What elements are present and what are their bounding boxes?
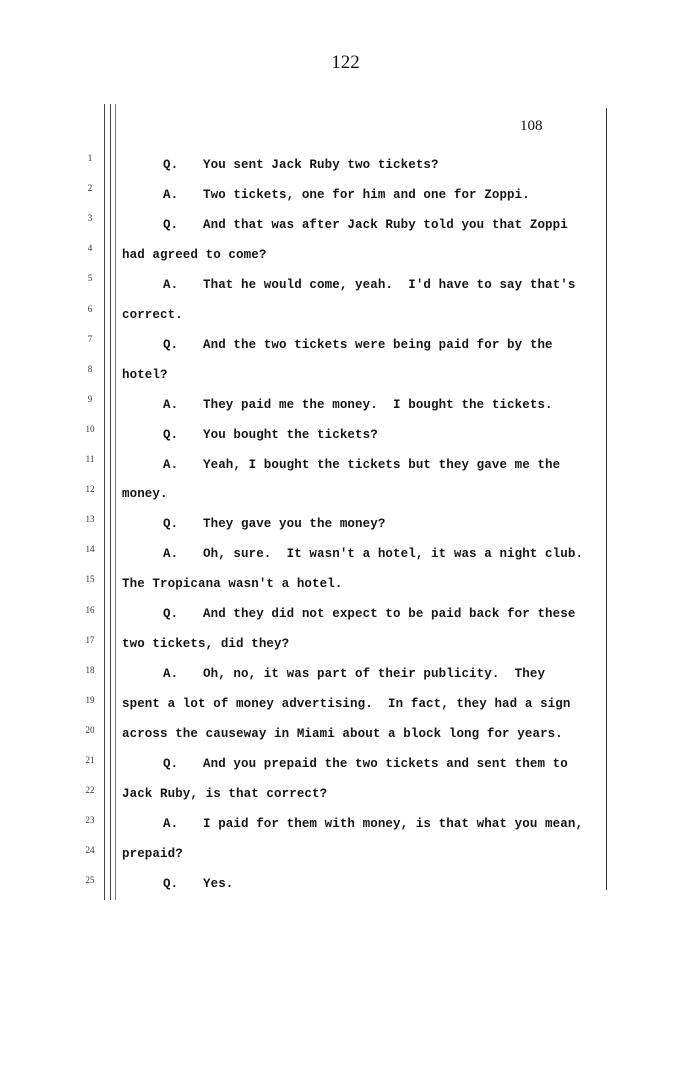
line-number: 6 (87, 303, 93, 314)
line-number: 17 (85, 634, 95, 645)
line-number: 1 (87, 153, 93, 163)
line-text: Yeah, I bought the tickets but they gave me the (203, 457, 561, 472)
line-text: had agreed to come? (122, 247, 267, 262)
line-number: 8 (87, 363, 93, 374)
line-text: I paid for them with money, is that what you mean, (203, 816, 584, 831)
speaker-label: A. (163, 457, 179, 472)
line-number: 4 (87, 243, 93, 254)
speaker-label: A. (163, 277, 179, 292)
speaker-label: A. (163, 816, 179, 831)
line-number: 25 (85, 875, 95, 886)
speaker-label: Q. (163, 757, 179, 771)
line-number: 15 (85, 574, 95, 585)
line-text: And that was after Jack Ruby told you that Zoppi (203, 217, 568, 232)
transcript-line (122, 158, 439, 172)
transcript-line (122, 667, 545, 681)
transcript-line (122, 248, 266, 262)
line-text: hotel? (122, 367, 168, 382)
transcript-line (122, 458, 560, 472)
transcript-line (122, 697, 570, 711)
line-text: Yes. (203, 876, 234, 891)
speaker-label: A. (163, 397, 179, 412)
line-number: 13 (85, 514, 95, 525)
transcript-line (122, 338, 553, 352)
transcript-line (122, 547, 583, 561)
line-text: You sent Jack Ruby two tickets? (203, 158, 439, 172)
speaker-label: Q. (163, 158, 179, 172)
line-number: 7 (87, 333, 93, 344)
line-text: The Tropicana wasn't a hotel. (122, 577, 343, 592)
transcript-line (122, 308, 183, 322)
speaker-label: Q. (163, 876, 179, 891)
line-text: Two tickets, one for him and one for Zoppi. (203, 187, 530, 202)
line-number: 21 (85, 755, 95, 765)
line-number: 11 (85, 454, 95, 464)
line-number: 18 (85, 664, 95, 675)
line-text: You bought the tickets? (203, 427, 378, 442)
line-text: Oh, no, it was part of their publicity. They (203, 667, 546, 682)
line-text: across the causeway in Miami about a block long for years. (122, 727, 563, 742)
speaker-label: A. (163, 547, 179, 562)
transcript-line (122, 787, 327, 801)
line-text: Oh, sure. It wasn't a hotel, it was a night club. (203, 547, 584, 562)
line-text: prepaid? (122, 846, 183, 861)
line-text: And the two tickets were being paid for by the (203, 337, 553, 352)
transcript-line (122, 577, 342, 591)
line-text: They gave you the money? (203, 517, 386, 532)
speaker-label: Q. (163, 427, 179, 442)
transcript-line (122, 368, 168, 382)
line-number: 19 (85, 694, 95, 705)
right-margin-rule (606, 108, 607, 890)
line-text: correct. (122, 307, 183, 322)
transcript-line (122, 398, 553, 412)
transcript-line (122, 817, 583, 831)
transcript-line (122, 607, 575, 621)
transcript-line (122, 727, 563, 741)
line-text: money. (122, 487, 168, 502)
transcript-line (122, 877, 233, 891)
line-number: 10 (85, 423, 95, 434)
transcript-line (122, 517, 385, 531)
line-number: 2 (87, 183, 93, 194)
speaker-label: Q. (163, 607, 179, 622)
transcript-line (122, 428, 378, 442)
left-margin-rule (104, 104, 111, 900)
line-number: 9 (87, 393, 93, 404)
line-number: 22 (85, 785, 95, 796)
speaker-label: A. (163, 187, 179, 202)
speaker-label: A. (163, 667, 179, 682)
transcript-page-number: 108 (520, 118, 543, 134)
line-number: 20 (85, 724, 95, 735)
transcript-line (122, 218, 568, 232)
line-number: 12 (85, 484, 95, 495)
line-number: 3 (87, 213, 93, 224)
transcript-line (122, 757, 568, 771)
speaker-label: Q. (163, 517, 179, 532)
line-number: 5 (87, 273, 93, 284)
page-number: 122 (331, 52, 360, 73)
transcript-line (122, 847, 183, 861)
line-number: 23 (85, 815, 95, 826)
line-text: And you prepaid the two tickets and sent them to (203, 757, 568, 771)
line-text: spent a lot of money advertising. In fact, they had a sign (122, 697, 571, 712)
line-text: That he would come, yeah. I'd have to say that's (203, 277, 576, 292)
line-number: 24 (85, 845, 95, 856)
line-text: two tickets, did they? (122, 637, 290, 652)
transcript-line (122, 637, 289, 651)
left-margin-rule-inner (115, 104, 116, 900)
transcript-line (122, 487, 168, 501)
speaker-label: Q. (163, 217, 179, 232)
transcript-line (122, 188, 530, 202)
line-text: They paid me the money. I bought the tickets. (203, 397, 553, 412)
line-text: And they did not expect to be paid back for these (203, 607, 576, 622)
transcript-line (122, 278, 575, 292)
speaker-label: Q. (163, 337, 179, 352)
line-number: 16 (85, 604, 95, 615)
line-number: 14 (85, 544, 95, 555)
line-text: Jack Ruby, is that correct? (122, 786, 328, 801)
